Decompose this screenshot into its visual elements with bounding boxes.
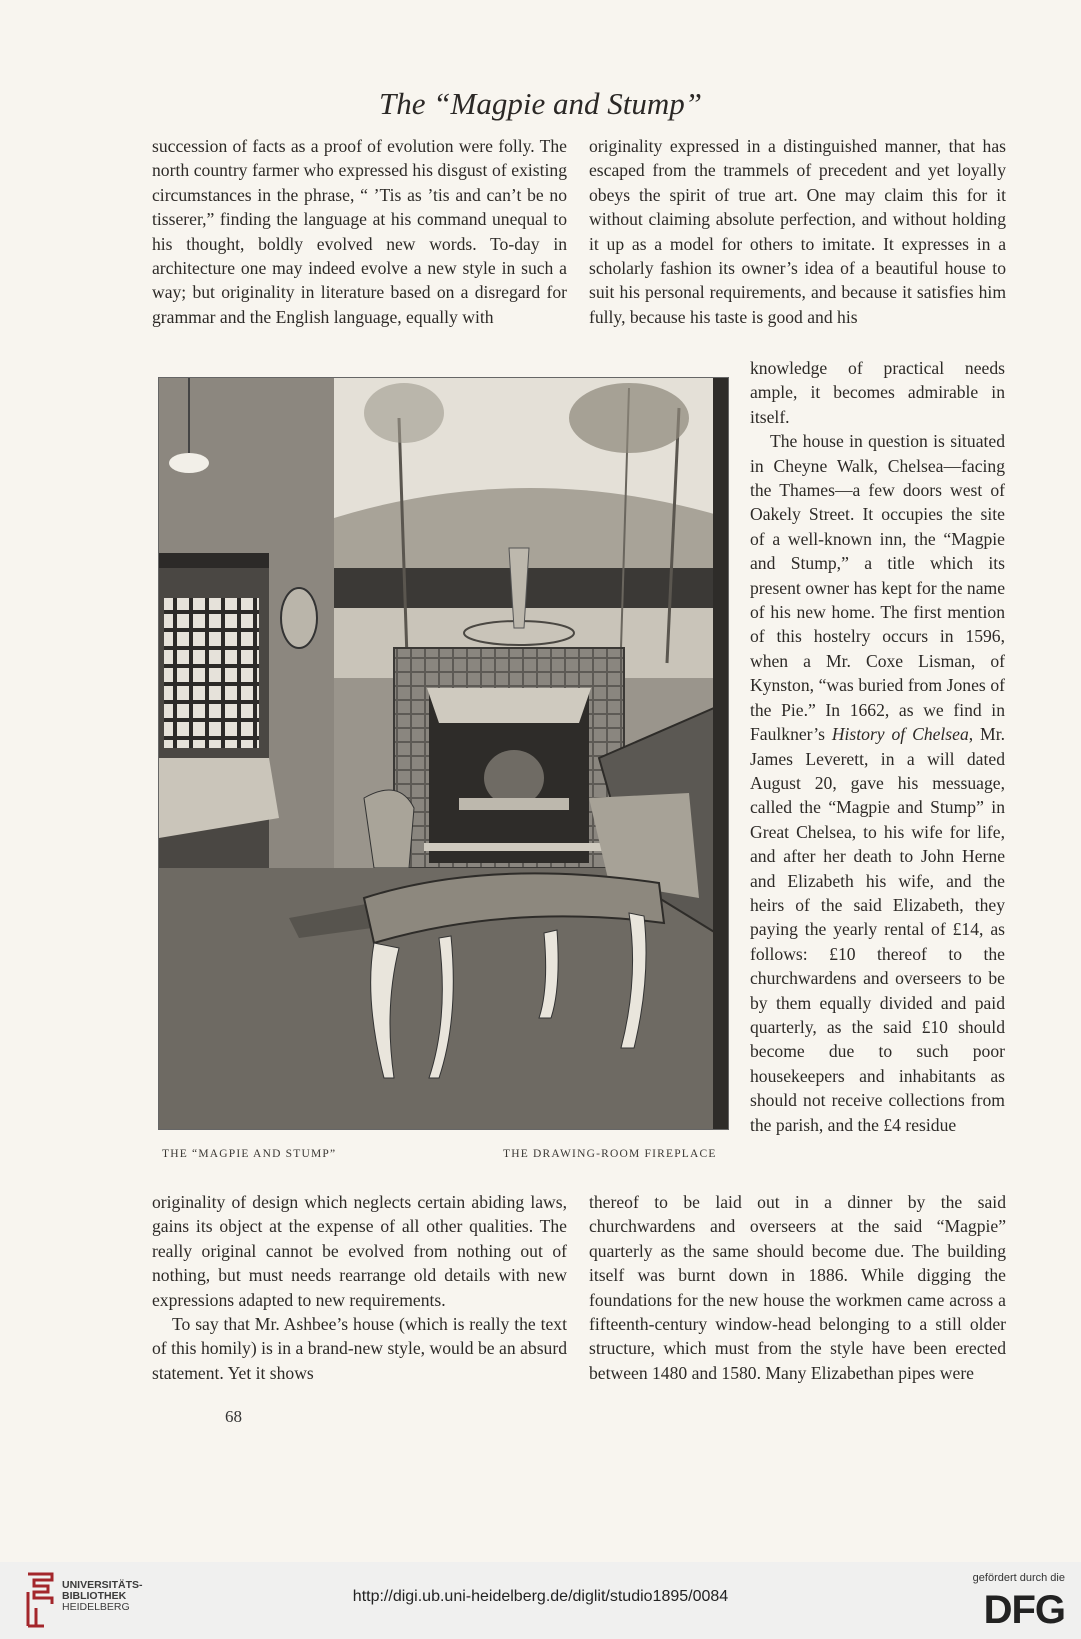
paragraph: succession of facts as a proof of evolution were folly. The north country farmer who expressed his disgust of existing circumstances in the phrase, “ ’Tis as ’tis and can’t be no tisserer,” finding the language at his command unequal to his thought, boldly evolved new words. To-day in architecture one may indeed evolve a new style in such a way; but originality in literature based on a disregard for grammar and the English language, equally with — [152, 136, 567, 327]
sponsor-label: gefördert durch die — [972, 1572, 1065, 1584]
library-name-line: BIBLIOTHEK — [62, 1590, 127, 1602]
paragraph: thereof to be laid out in a dinner by the said churchwardens and overseers at the said “Magpie” quarterly as the same should become due. The building itself was burnt down in 1886. While digging the foundations for the new house the workmen came across a fifteenth-century window-head belonging to a still older structure, which must from the style have been erected between 1480 and 1580. Many Elizabethan pipes were — [589, 1192, 1006, 1383]
library-name-line: UNIVERSITÄTS- — [62, 1579, 143, 1591]
right-column-bottom — [589, 1190, 1006, 1385]
paragraph: originality expressed in a distinguished manner, that has escaped from the trammels of precedent and yet loyally obeys the spirit of true art. One may claim this for it without claiming absolute perfection, and without holding it up as a model for others to imitate. It expresses in a scholarly fashion its owner’s idea of a beautiful house to suit his personal requirements, and because it satisfies him fully, because his taste is good and his — [589, 136, 1006, 327]
fireplace-engraving — [159, 378, 728, 1129]
page-number: 68 — [225, 1407, 242, 1426]
paragraph: knowledge of practical needs ample, it becomes admirable in itself. — [750, 358, 1005, 427]
running-head: The “Magpie and Stump” — [379, 86, 702, 121]
right-column-narrow — [750, 356, 1005, 1137]
text-run: , Mr. James Leverett, in a will dated August 20, gave his messuage, called the “Magpie and Stump” in Great Chelsea, to his wife for life, and after her death to John Herne and Elizabeth his wife, and the heirs of the said Elizabeth, they paying the yearly rental of £14, as follows: £10 thereof to the churchwardens and overseers to be by them equally divided and paid quarterly, as the said £10 should become due to such poor housekeepers and inhabitants as should not receive collections from the parish, and the £4 residue — [750, 724, 1005, 1135]
library-name-line: HEIDELBERG — [62, 1601, 130, 1613]
permalink-url[interactable]: http://digi.ub.uni-heidelberg.de/diglit/studio1895/0084 — [352, 1588, 729, 1605]
caption-left: THE “MAGPIE AND STUMP” — [162, 1148, 337, 1160]
paragraph — [750, 429, 1005, 1137]
paragraph: To say that Mr. Ashbee’s house (which is really the text of this homily) is in a brand-new style, would be an absurd statement. Yet it shows — [152, 1314, 567, 1383]
book-title: History of Chelsea — [831, 724, 969, 745]
illustration-drawing-room-fireplace — [158, 377, 729, 1130]
caption-right: THE DRAWING-ROOM FIREPLACE — [503, 1148, 717, 1160]
left-column-top — [152, 134, 567, 329]
paragraph: originality of design which neglects certain abiding laws, gains its object at the expense of all other qualities. The really original cannot be evolved from nothing out of nothing, but must needs rearrange old details with new expressions adapted to new requirements. — [152, 1192, 567, 1310]
right-column-top — [589, 134, 1006, 329]
text-run: The house in question is situated in Cheyne Walk, Chelsea—facing the Thames—a few doors west of Oakely Street. It occupies the site of a well-known inn, the “Magpie and Stump,” a title which its present owner has kept for the name of his new home. The first mention of this hostelry occurs in 1596, when a Mr. Coxe Lisman, of Kynston, “was buried from Jones of the Pie.” In 1662, as we find in Faulkner’s — [750, 431, 1006, 745]
left-column-bottom — [152, 1190, 567, 1385]
dfg-logo: DFG — [983, 1588, 1065, 1632]
footer-bar — [0, 1562, 1081, 1639]
